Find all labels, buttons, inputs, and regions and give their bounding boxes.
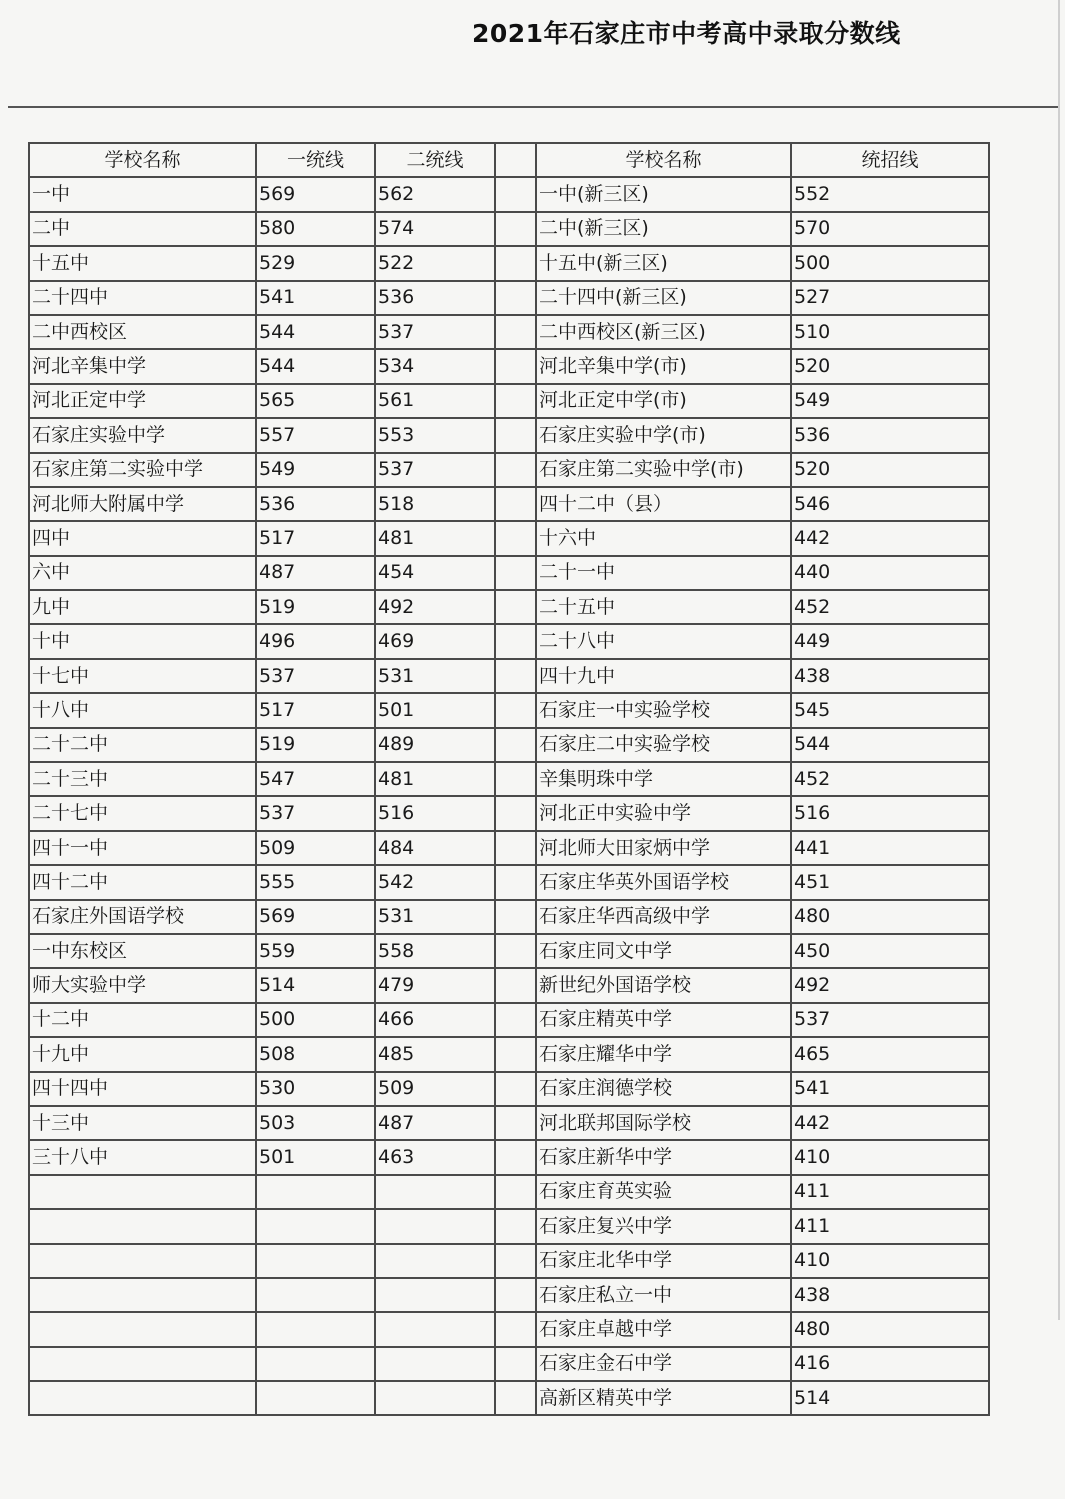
unified-line-cell: 514 [791,1381,989,1415]
left-school-cell [29,1175,256,1209]
left-school-cell: 六中 [29,556,256,590]
header-divider [8,106,1060,108]
table-row [29,315,989,349]
right-school-cell: 石家庄金石中学 [536,1347,791,1381]
unified-line-cell: 441 [791,831,989,865]
right-school-cell: 十五中(新三区) [536,246,791,280]
table-row [29,521,989,555]
line1-cell: 517 [256,693,375,727]
right-school-cell: 二十一中 [536,556,791,590]
spacer-cell [495,1381,536,1415]
unified-line-cell: 449 [791,624,989,658]
table-row [29,659,989,693]
right-school-cell: 一中(新三区) [536,177,791,211]
score-table [28,142,990,1416]
right-school-cell: 四十二中（县） [536,487,791,521]
unified-line-cell: 536 [791,418,989,452]
left-school-cell: 十七中 [29,659,256,693]
line1-cell [256,1209,375,1243]
spacer-cell [495,1072,536,1106]
line2-cell: 487 [375,1106,495,1140]
table-row [29,1037,989,1071]
right-school-cell: 四十九中 [536,659,791,693]
left-school-cell: 一中东校区 [29,934,256,968]
spacer-cell [495,1140,536,1174]
right-school-cell: 二中(新三区) [536,212,791,246]
left-school-cell: 二十七中 [29,796,256,830]
left-school-cell: 十三中 [29,1106,256,1140]
line1-cell: 569 [256,177,375,211]
line2-cell: 489 [375,728,495,762]
line1-cell: 559 [256,934,375,968]
line1-cell: 514 [256,968,375,1002]
spacer-cell [495,349,536,383]
unified-line-cell: 410 [791,1244,989,1278]
line2-cell: 531 [375,900,495,934]
line1-cell [256,1381,375,1415]
spacer-cell [495,453,536,487]
header-line2: 二统线 [375,143,495,177]
table-row [29,246,989,280]
line2-cell: 558 [375,934,495,968]
left-school-cell [29,1347,256,1381]
unified-line-cell: 438 [791,1278,989,1312]
unified-line-cell: 570 [791,212,989,246]
unified-line-cell: 451 [791,865,989,899]
line2-cell: 454 [375,556,495,590]
right-school-cell: 石家庄华西高级中学 [536,900,791,934]
unified-line-cell: 465 [791,1037,989,1071]
line2-cell [375,1312,495,1346]
line1-cell: 496 [256,624,375,658]
line1-cell: 501 [256,1140,375,1174]
unified-line-cell: 546 [791,487,989,521]
table-row [29,900,989,934]
spacer-cell [495,1278,536,1312]
table-row [29,693,989,727]
line1-cell [256,1175,375,1209]
line1-cell: 503 [256,1106,375,1140]
spacer-cell [495,1347,536,1381]
left-school-cell: 二中 [29,212,256,246]
line2-cell: 481 [375,762,495,796]
table-row [29,349,989,383]
line2-cell: 484 [375,831,495,865]
unified-line-cell: 544 [791,728,989,762]
right-school-cell: 石家庄润德学校 [536,1072,791,1106]
spacer-cell [495,590,536,624]
right-school-cell: 河北正中实验中学 [536,796,791,830]
table-row [29,1175,989,1209]
table-row [29,418,989,452]
unified-line-cell: 520 [791,453,989,487]
table-row [29,1106,989,1140]
unified-line-cell: 516 [791,796,989,830]
line2-cell: 536 [375,281,495,315]
right-school-cell: 石家庄复兴中学 [536,1209,791,1243]
line1-cell: 487 [256,556,375,590]
line1-cell: 555 [256,865,375,899]
unified-line-cell: 480 [791,1312,989,1346]
table-row [29,281,989,315]
line2-cell: 542 [375,865,495,899]
table-row [29,487,989,521]
left-school-cell: 石家庄外国语学校 [29,900,256,934]
line2-cell [375,1244,495,1278]
line1-cell: 517 [256,521,375,555]
spacer-cell [495,418,536,452]
right-school-cell: 石家庄卓越中学 [536,1312,791,1346]
line1-cell: 565 [256,384,375,418]
line1-cell: 500 [256,1003,375,1037]
unified-line-cell: 438 [791,659,989,693]
line1-cell: 547 [256,762,375,796]
right-school-cell: 石家庄第二实验中学(市) [536,453,791,487]
left-school-cell: 二十三中 [29,762,256,796]
left-school-cell: 二十四中 [29,281,256,315]
table-row [29,1347,989,1381]
line2-cell: 537 [375,453,495,487]
spacer-cell [495,624,536,658]
line1-cell: 537 [256,796,375,830]
spacer-cell [495,796,536,830]
table-row [29,1381,989,1415]
line1-cell: 569 [256,900,375,934]
unified-line-cell: 541 [791,1072,989,1106]
left-school-cell: 十八中 [29,693,256,727]
header-line1: 一统线 [256,143,375,177]
line1-cell: 580 [256,212,375,246]
left-school-cell [29,1244,256,1278]
header-unified-line: 统招线 [791,143,989,177]
table-row [29,177,989,211]
right-school-cell: 河北正定中学(市) [536,384,791,418]
line2-cell: 479 [375,968,495,1002]
table-header-row [29,143,989,177]
page-title: 2021年石家庄市中考高中录取分数线 [472,19,901,48]
spacer-cell [495,865,536,899]
table-row [29,1140,989,1174]
line1-cell: 557 [256,418,375,452]
table-row [29,1209,989,1243]
right-school-cell: 石家庄耀华中学 [536,1037,791,1071]
right-school-cell: 二十八中 [536,624,791,658]
line1-cell [256,1244,375,1278]
line2-cell: 562 [375,177,495,211]
left-school-cell: 一中 [29,177,256,211]
line1-cell [256,1347,375,1381]
line1-cell: 544 [256,349,375,383]
line1-cell: 549 [256,453,375,487]
left-school-cell: 石家庄第二实验中学 [29,453,256,487]
right-school-cell: 辛集明珠中学 [536,762,791,796]
left-school-cell: 四十二中 [29,865,256,899]
right-school-cell: 石家庄精英中学 [536,1003,791,1037]
right-school-cell: 河北辛集中学(市) [536,349,791,383]
right-school-cell: 石家庄私立一中 [536,1278,791,1312]
right-school-cell: 石家庄华英外国语学校 [536,865,791,899]
unified-line-cell: 492 [791,968,989,1002]
table-row [29,1312,989,1346]
spacer-cell [495,762,536,796]
spacer-cell [495,934,536,968]
line1-cell: 519 [256,728,375,762]
page-edge [1058,0,1060,1320]
unified-line-cell: 442 [791,521,989,555]
line1-cell: 519 [256,590,375,624]
table-row [29,831,989,865]
left-school-cell: 四十一中 [29,831,256,865]
unified-line-cell: 411 [791,1209,989,1243]
left-school-cell: 四十四中 [29,1072,256,1106]
left-school-cell [29,1381,256,1415]
unified-line-cell: 527 [791,281,989,315]
right-school-cell: 二十四中(新三区) [536,281,791,315]
spacer-cell [495,384,536,418]
table-row [29,762,989,796]
right-school-cell: 石家庄新华中学 [536,1140,791,1174]
line1-cell [256,1278,375,1312]
line1-cell: 508 [256,1037,375,1071]
line1-cell: 529 [256,246,375,280]
table-row [29,624,989,658]
unified-line-cell: 452 [791,762,989,796]
table-row [29,453,989,487]
table-row [29,1278,989,1312]
spacer-cell [495,728,536,762]
spacer-cell [495,693,536,727]
left-school-cell: 十中 [29,624,256,658]
unified-line-cell: 411 [791,1175,989,1209]
spacer-cell [495,177,536,211]
right-school-cell: 二十五中 [536,590,791,624]
table-row [29,1244,989,1278]
right-school-cell: 石家庄育英实验 [536,1175,791,1209]
unified-line-cell: 440 [791,556,989,590]
line1-cell: 541 [256,281,375,315]
unified-line-cell: 500 [791,246,989,280]
table-row [29,934,989,968]
right-school-cell: 十六中 [536,521,791,555]
spacer-cell [495,1003,536,1037]
line1-cell: 509 [256,831,375,865]
unified-line-cell: 452 [791,590,989,624]
unified-line-cell: 549 [791,384,989,418]
left-school-cell: 二中西校区 [29,315,256,349]
table-row [29,796,989,830]
unified-line-cell: 552 [791,177,989,211]
spacer-cell [495,281,536,315]
left-school-cell: 四中 [29,521,256,555]
left-school-cell: 河北正定中学 [29,384,256,418]
table-row [29,1072,989,1106]
table-row [29,212,989,246]
left-school-cell: 河北辛集中学 [29,349,256,383]
right-school-cell: 石家庄实验中学(市) [536,418,791,452]
spacer-cell [495,487,536,521]
line2-cell [375,1278,495,1312]
left-school-cell [29,1209,256,1243]
spacer-cell [495,1037,536,1071]
line2-cell: 463 [375,1140,495,1174]
right-school-cell: 河北联邦国际学校 [536,1106,791,1140]
unified-line-cell: 520 [791,349,989,383]
spacer-cell [495,831,536,865]
line2-cell: 516 [375,796,495,830]
unified-line-cell: 510 [791,315,989,349]
line1-cell: 530 [256,1072,375,1106]
header-right-school: 学校名称 [536,143,791,177]
unified-line-cell: 416 [791,1347,989,1381]
right-school-cell: 石家庄二中实验学校 [536,728,791,762]
table-row [29,865,989,899]
line2-cell: 509 [375,1072,495,1106]
line2-cell [375,1175,495,1209]
table-row [29,556,989,590]
left-school-cell: 石家庄实验中学 [29,418,256,452]
spacer-cell [495,1244,536,1278]
left-school-cell: 师大实验中学 [29,968,256,1002]
left-school-cell: 河北师大附属中学 [29,487,256,521]
spacer-cell [495,212,536,246]
line1-cell: 544 [256,315,375,349]
line2-cell: 481 [375,521,495,555]
line1-cell: 536 [256,487,375,521]
right-school-cell: 二中西校区(新三区) [536,315,791,349]
line2-cell: 574 [375,212,495,246]
spacer-cell [495,315,536,349]
line2-cell: 553 [375,418,495,452]
left-school-cell [29,1278,256,1312]
left-school-cell: 十五中 [29,246,256,280]
line2-cell: 518 [375,487,495,521]
line2-cell: 531 [375,659,495,693]
spacer-cell [495,521,536,555]
spacer-cell [495,900,536,934]
line2-cell: 466 [375,1003,495,1037]
line2-cell: 469 [375,624,495,658]
line2-cell: 522 [375,246,495,280]
right-school-cell: 石家庄同文中学 [536,934,791,968]
table-row [29,968,989,1002]
table-row [29,1003,989,1037]
table-row [29,728,989,762]
spacer-cell [495,1106,536,1140]
header-spacer [495,143,536,177]
right-school-cell: 新世纪外国语学校 [536,968,791,1002]
line2-cell [375,1381,495,1415]
header-left-school: 学校名称 [29,143,256,177]
line2-cell [375,1347,495,1381]
right-school-cell: 河北师大田家炳中学 [536,831,791,865]
line2-cell: 501 [375,693,495,727]
spacer-cell [495,556,536,590]
unified-line-cell: 537 [791,1003,989,1037]
line2-cell: 534 [375,349,495,383]
spacer-cell [495,1209,536,1243]
spacer-cell [495,659,536,693]
line1-cell [256,1312,375,1346]
unified-line-cell: 410 [791,1140,989,1174]
spacer-cell [495,246,536,280]
unified-line-cell: 480 [791,900,989,934]
unified-line-cell: 450 [791,934,989,968]
line2-cell: 561 [375,384,495,418]
line2-cell: 492 [375,590,495,624]
table-row [29,590,989,624]
left-school-cell: 十二中 [29,1003,256,1037]
unified-line-cell: 442 [791,1106,989,1140]
right-school-cell: 高新区精英中学 [536,1381,791,1415]
unified-line-cell: 545 [791,693,989,727]
right-school-cell: 石家庄北华中学 [536,1244,791,1278]
left-school-cell: 二十二中 [29,728,256,762]
line2-cell [375,1209,495,1243]
left-school-cell: 三十八中 [29,1140,256,1174]
right-school-cell: 石家庄一中实验学校 [536,693,791,727]
left-school-cell [29,1312,256,1346]
line2-cell: 485 [375,1037,495,1071]
spacer-cell [495,968,536,1002]
spacer-cell [495,1175,536,1209]
left-school-cell: 九中 [29,590,256,624]
line1-cell: 537 [256,659,375,693]
left-school-cell: 十九中 [29,1037,256,1071]
line2-cell: 537 [375,315,495,349]
table-row [29,384,989,418]
spacer-cell [495,1312,536,1346]
